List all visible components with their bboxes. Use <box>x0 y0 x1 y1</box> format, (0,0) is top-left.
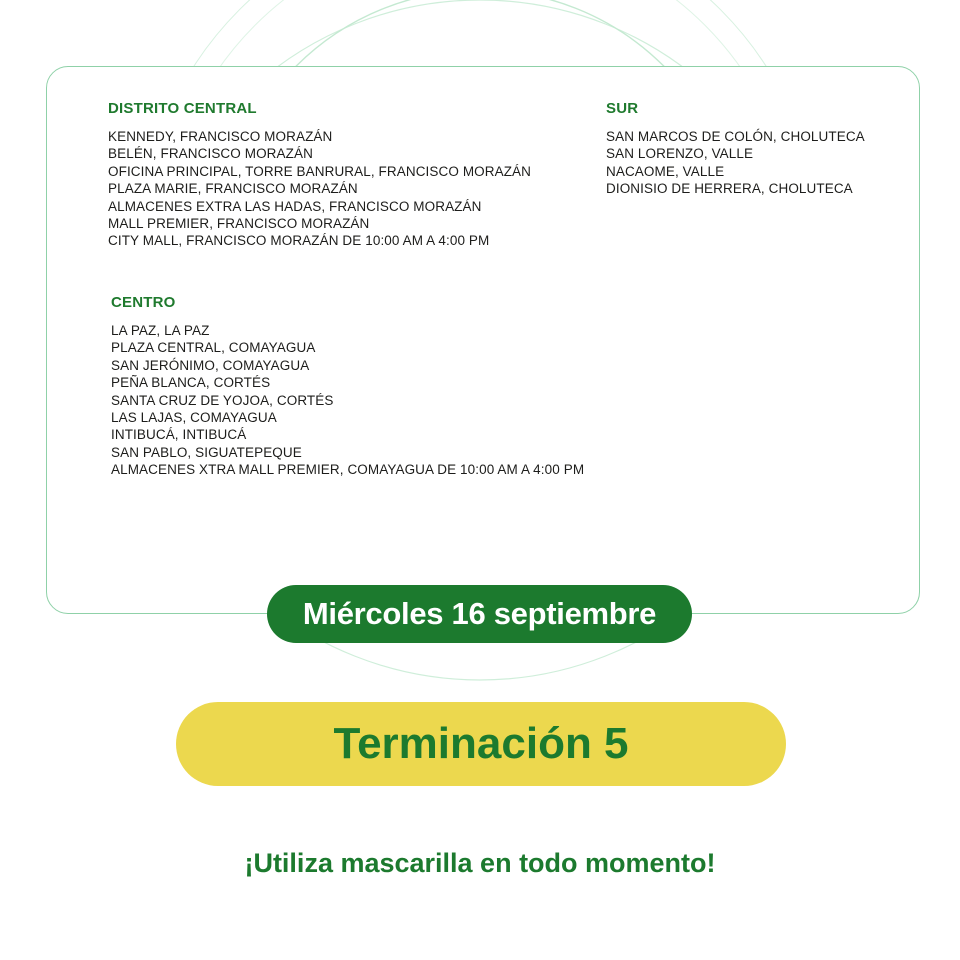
list-item: SAN MARCOS DE COLÓN, CHOLUTECA <box>606 129 865 144</box>
list-item: PLAZA CENTRAL, COMAYAGUA <box>111 340 316 356</box>
section-sur <box>606 100 865 198</box>
date-badge: Miércoles 16 septiembre <box>267 585 692 643</box>
list-item: ALMACENES XTRA MALL PREMIER, COMAYAGUA DE 10:00 AM A 4:00 PM <box>111 462 585 478</box>
branch-list-centro <box>111 322 584 479</box>
list-item: SAN LORENZO, VALLE <box>606 146 754 162</box>
list-item: BELÉN, FRANCISCO MORAZÁN <box>108 146 313 162</box>
list-item: CITY MALL, FRANCISCO MORAZÁN DE 10:00 AM A 4:00 PM <box>108 233 490 249</box>
list-item: INTIBUCÁ, INTIBUCÁ <box>111 427 247 443</box>
list-item: SAN JERÓNIMO, COMAYAGUA <box>111 357 310 373</box>
list-item: ALMACENES EXTRA LAS HADAS, FRANCISCO MORAZÁN <box>108 198 482 214</box>
termination-badge: Terminación 5 <box>176 702 786 786</box>
list-item: KENNEDY, FRANCISCO MORAZÁN <box>108 129 333 144</box>
section-title-sur: SUR <box>606 100 639 117</box>
list-item: SAN PABLO, SIGUATEPEQUE <box>111 444 302 460</box>
list-item: NACAOME, VALLE <box>606 163 725 179</box>
section-distrito-central <box>108 100 531 250</box>
list-item: LA PAZ, LA PAZ <box>111 323 210 338</box>
list-item: MALL PREMIER, FRANCISCO MORAZÁN <box>108 216 370 232</box>
branch-list-sur <box>606 128 865 198</box>
list-item: PEÑA BLANCA, CORTÉS <box>111 375 271 391</box>
section-title-distrito-central: DISTRITO CENTRAL <box>108 100 257 117</box>
mask-slogan: ¡Utiliza mascarilla en todo momento! <box>244 848 716 878</box>
section-title-centro: CENTRO <box>111 294 176 311</box>
list-item: DIONISIO DE HERRERA, CHOLUTECA <box>606 181 853 197</box>
list-item: PLAZA MARIE, FRANCISCO MORAZÁN <box>108 181 358 197</box>
section-centro <box>111 294 584 479</box>
list-item: SANTA CRUZ DE YOJOA, CORTÉS <box>111 392 334 408</box>
list-item: LAS LAJAS, COMAYAGUA <box>111 410 277 426</box>
list-item: OFICINA PRINCIPAL, TORRE BANRURAL, FRANCISCO MORAZÁN <box>108 163 532 179</box>
branch-list-distrito-central <box>108 128 531 250</box>
